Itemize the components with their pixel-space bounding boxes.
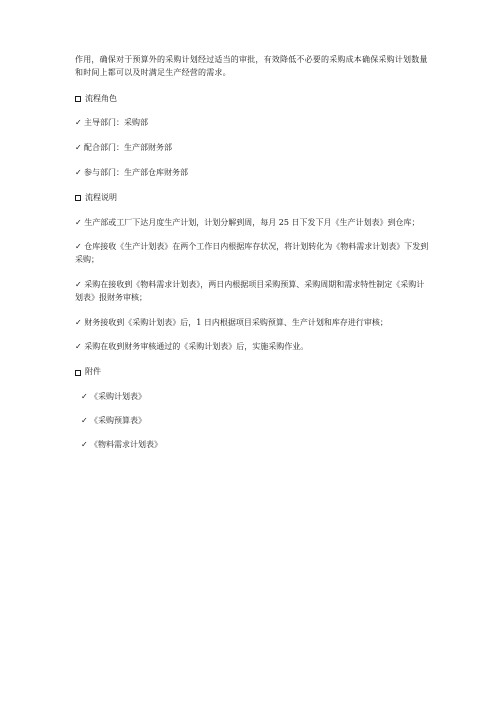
section-attachments-title: 附件 bbox=[85, 367, 101, 377]
list-item bbox=[75, 439, 430, 452]
list-item-text: 财务接收到《采购计划表》后，1 日内根据项目采购预算、生产计划和库存进行审核； bbox=[84, 317, 388, 327]
list-item-text: 《物料需求计划表》 bbox=[90, 439, 162, 449]
section-roles-heading bbox=[75, 93, 430, 106]
list-item bbox=[75, 142, 430, 155]
list-item bbox=[75, 117, 430, 130]
square-box-icon bbox=[75, 96, 81, 102]
list-item-text: 《采购计划表》 bbox=[90, 391, 146, 401]
checkmark-icon: ✓ bbox=[81, 439, 88, 449]
square-box-icon bbox=[75, 370, 81, 376]
list-item-text: 生产部或工厂下达月度生产计划，计划分解到周，每月 25 日下发下月《生产计划表》到仓库； bbox=[84, 217, 420, 227]
checkmark-icon: ✓ bbox=[75, 143, 82, 153]
checkmark-icon: ✓ bbox=[75, 317, 82, 327]
checkmark-icon: ✓ bbox=[75, 279, 82, 289]
checkmark-icon: ✓ bbox=[81, 415, 88, 425]
list-item-text: 采购在接收到《物料需求计划表》，两日内根据项目采购预算、采购周期和需求特性制定《采购计划表》报财务审核； bbox=[75, 279, 425, 302]
intro-paragraph: 作用，确保对于预算外的采购计划经过适当的审批，有效降低不必要的采购成本确保采购计划数量和时间上都可以及时满足生产经营的需求。 bbox=[75, 55, 428, 77]
document-page bbox=[75, 54, 430, 462]
checkmark-icon: ✓ bbox=[75, 167, 82, 177]
list-item bbox=[75, 241, 430, 267]
list-item-text: 参与部门：生产部仓库财务部 bbox=[84, 167, 188, 177]
list-item bbox=[75, 317, 430, 330]
square-box-icon bbox=[75, 195, 81, 201]
list-item bbox=[75, 167, 430, 180]
section-description-title: 流程说明 bbox=[85, 192, 117, 202]
list-item-text: 采购在收到财务审核通过的《采购计划表》后，实施采购作业。 bbox=[84, 342, 309, 352]
list-item-text: 《采购预算表》 bbox=[90, 415, 146, 425]
section-roles-title: 流程角色 bbox=[85, 93, 117, 103]
list-item bbox=[75, 217, 430, 230]
list-item-text: 主导部门：采购部 bbox=[84, 118, 148, 128]
checkmark-icon: ✓ bbox=[75, 342, 82, 352]
list-item-text: 配合部门：生产部财务部 bbox=[84, 143, 172, 153]
section-description-heading bbox=[75, 192, 430, 205]
checkmark-icon: ✓ bbox=[75, 118, 82, 128]
checkmark-icon: ✓ bbox=[75, 242, 82, 252]
section-attachments-heading bbox=[75, 366, 430, 379]
list-item bbox=[75, 341, 430, 354]
list-item bbox=[75, 279, 430, 305]
list-item bbox=[75, 391, 430, 404]
checkmark-icon: ✓ bbox=[81, 391, 88, 401]
checkmark-icon: ✓ bbox=[75, 217, 82, 227]
list-item bbox=[75, 415, 430, 428]
list-item-text: 仓库接收《生产计划表》在两个工作日内根据库存状况，将计划转化为《物料需求计划表》下发到采购； bbox=[75, 242, 429, 265]
